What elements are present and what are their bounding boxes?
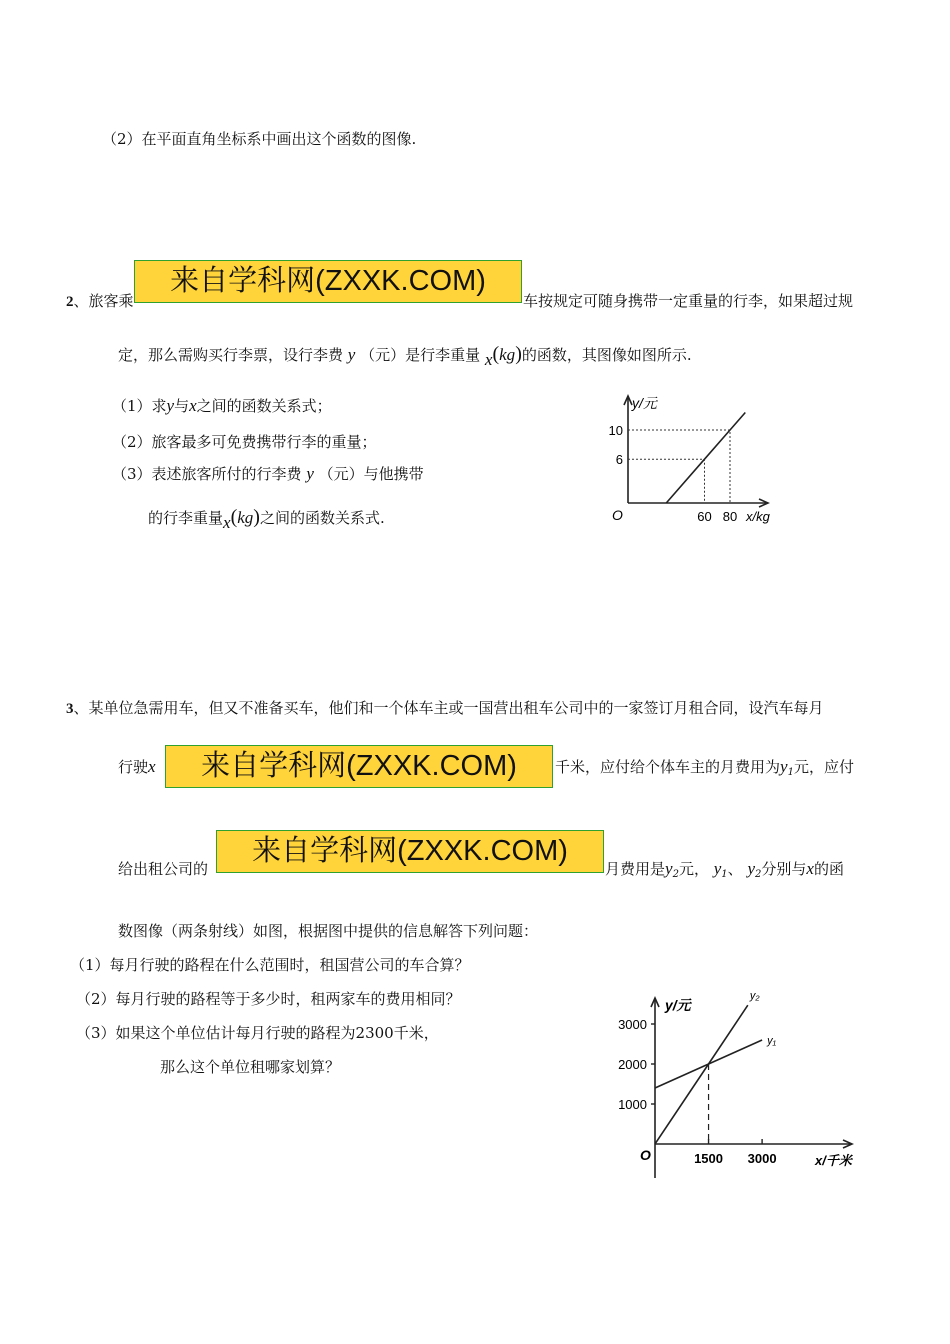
q2-sub1-c: 之间的函数关系式； <box>196 397 332 415</box>
unit-kg: kg <box>499 345 516 364</box>
paren-right: ) <box>515 343 522 365</box>
q2-sep: 、 <box>73 292 89 310</box>
q2-sub3-a: （3）表述旅客所付的行李费 <box>112 465 302 483</box>
x-axis-label: x/千米 <box>815 1153 852 1168</box>
x-tick-label: 1500 <box>694 1151 724 1166</box>
q3-line1 <box>66 697 824 718</box>
subscript-1: 1 <box>721 869 728 880</box>
watermark-banner: 来自学科网(ZXXK.COM) <box>134 260 522 303</box>
series-line <box>666 412 745 503</box>
watermark-banner: 来自学科网(ZXXK.COM) <box>165 745 553 788</box>
x-axis-label: x/kg <box>746 509 770 524</box>
x-tick-label: 60 <box>697 509 712 524</box>
paren-left: ( <box>230 506 238 528</box>
q3-line1-text: 某单位急需用车，但又不准备买车，他们和一个体车主或一国营出租车公司中的一家签订月租合同，设汽车每月 <box>88 699 824 717</box>
series-label-y2: y₂ <box>749 990 760 1003</box>
q2-sub2: （2）旅客最多可免费携带行李的重量； <box>112 433 377 451</box>
watermark-banner: 来自学科网(ZXXK.COM) <box>216 830 604 873</box>
series-label-y1: y₁ <box>767 1035 777 1047</box>
series-line-2 <box>655 1005 748 1144</box>
q2-sub3-b: （元）与他携带 <box>318 465 424 483</box>
y-tick-label: 6 <box>615 452 623 468</box>
var-y: y <box>347 345 356 364</box>
origin-label: O <box>612 507 623 523</box>
q3-line3-d-text: 、 <box>727 860 743 878</box>
q2-number: 2 <box>66 294 74 310</box>
y-tick-label: 1000 <box>618 1097 647 1112</box>
paren-right: ) <box>253 506 260 528</box>
luggage-fee-chart <box>600 388 790 538</box>
y-tick-label: 10 <box>608 423 623 438</box>
q3-line3-c-text: 元， <box>678 860 709 878</box>
q3-line2-b <box>555 756 854 778</box>
subscript-2: 2 <box>755 869 762 880</box>
q3-line3-f-text: 的函 <box>813 860 844 878</box>
subscript-1: 1 <box>787 767 794 778</box>
q2-sub1-a: （1）求 <box>112 397 167 415</box>
x-tick-label: 3000 <box>747 1151 777 1166</box>
var-y: y <box>747 859 755 878</box>
origin-label: O <box>640 1147 651 1163</box>
y-tick-label: 3000 <box>618 1017 647 1032</box>
q2-sub3-d: 之间的函数关系式. <box>259 509 385 527</box>
q3-line3-e-text: 分别与 <box>761 860 807 878</box>
q2-sub3 <box>112 463 424 484</box>
subscript-2: 2 <box>672 869 679 880</box>
q3-line3-b-text: 月费用是 <box>605 860 666 878</box>
q3-line3-b <box>605 858 844 880</box>
q3-sub3-line2: 那么这个单位租哪家划算？ <box>160 1058 341 1076</box>
q3-line2-b-text: 千米，应付给个体车主的月费用为 <box>555 758 781 776</box>
q3-line4: 数图像（两条射线）如图，根据图中提供的信息解答下列问题： <box>118 922 539 940</box>
guide-line <box>628 430 730 503</box>
y-tick-label: 2000 <box>618 1057 647 1072</box>
q2-sub1-b: 与 <box>174 397 190 415</box>
var-x: x <box>148 757 156 776</box>
q3-sub2: （2）每月行驶的路程等于多少时，租两家车的费用相同？ <box>76 990 461 1008</box>
guide-line <box>628 459 705 503</box>
var-x: x <box>806 859 814 878</box>
q3-line3-a: 给出租公司的 <box>118 860 209 878</box>
var-x: x <box>223 513 231 532</box>
q3-sep: 、 <box>73 699 89 717</box>
var-y: y <box>306 464 314 483</box>
q2-line2 <box>118 343 692 369</box>
y-axis-label: y/元 <box>632 395 657 411</box>
q3-number: 3 <box>66 701 74 717</box>
var-x: x <box>484 350 493 369</box>
q2-line2-b: （元）是行李重量 <box>360 346 481 364</box>
q2-sub3-c: 的行李重量 <box>148 509 224 527</box>
q3-line2-a-text: 行驶 <box>118 758 149 776</box>
q2-line1-b: 车按规定可随身携带一定重量的行李，如果超过规 <box>523 292 854 310</box>
var-y: y <box>713 859 722 878</box>
x-tick-label: 80 <box>722 509 738 524</box>
q3-line2-a <box>118 756 156 777</box>
var-y: y <box>166 396 175 415</box>
y-axis-label: y/元 <box>665 997 691 1013</box>
q3-line2-c-text: 元，应付 <box>793 758 854 776</box>
rental-cost-chart <box>600 988 870 1183</box>
var-y: y <box>780 757 788 776</box>
q2-line2-a: 定，那么需购买行李票，设行李费 <box>118 346 344 364</box>
paren-left: ( <box>492 343 500 365</box>
q3-sub3: （3）如果这个单位估计每月行驶的路程为2300千米， <box>76 1024 439 1042</box>
q2-line2-c: 的函数，其图像如图所示. <box>521 346 692 364</box>
q2-line1-a: 旅客乘 <box>88 292 134 310</box>
q3-sub1: （1）每月行驶的路程在什么范围时，租国营公司的车合算？ <box>70 956 470 974</box>
var-y: y <box>665 859 673 878</box>
q2-line1 <box>66 290 134 311</box>
q2-sub3-line2 <box>148 506 385 532</box>
unit-kg: kg <box>237 508 254 527</box>
q2-sub1 <box>112 395 332 416</box>
var-x: x <box>189 396 197 415</box>
question-part-2-text: （2）在平面直角坐标系中画出这个函数的图像. <box>102 130 417 148</box>
